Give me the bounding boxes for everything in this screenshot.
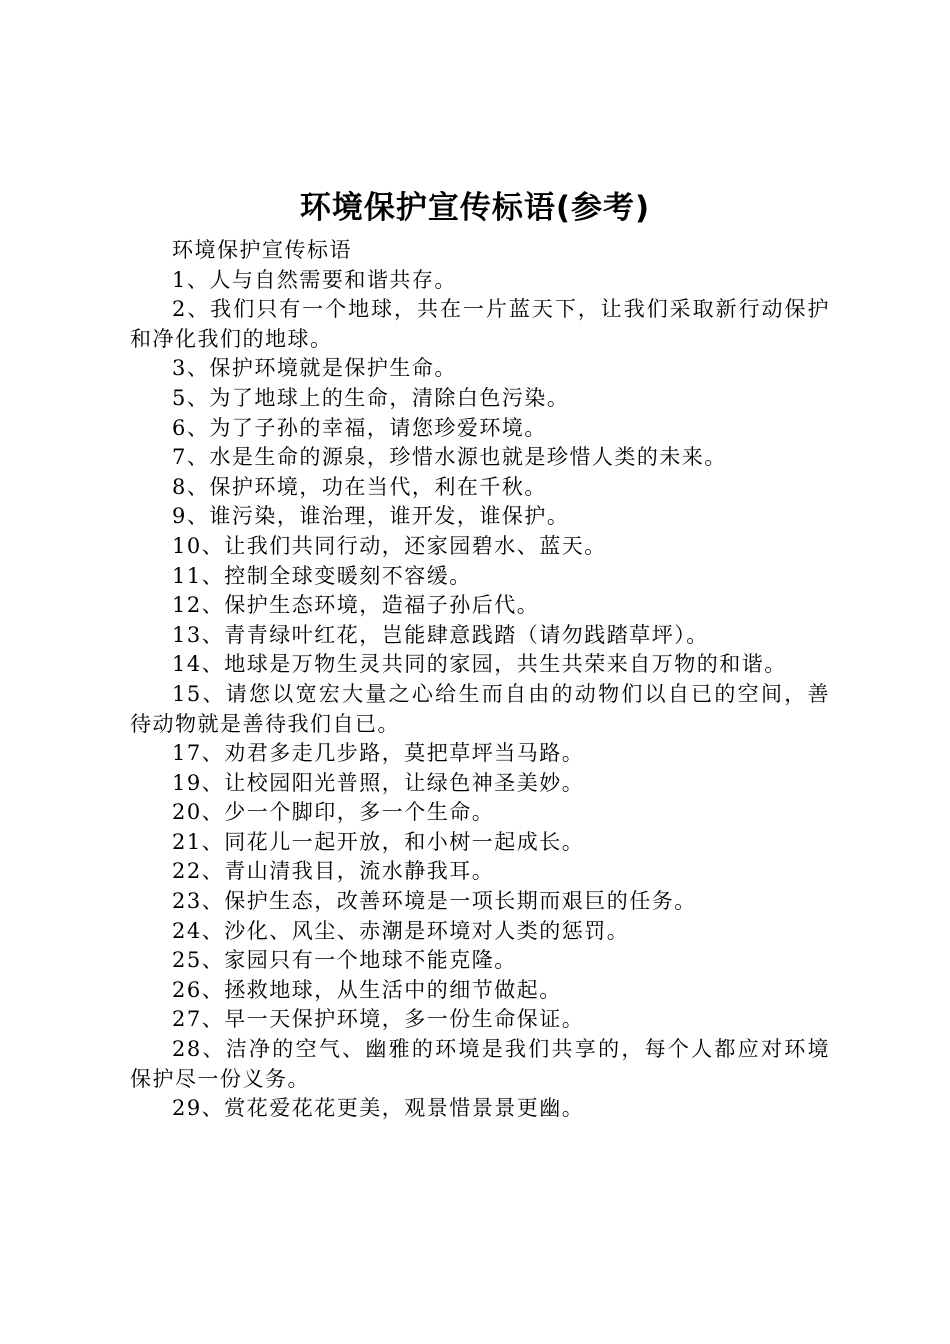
document-title: 环境保护宣传标语(参考) <box>299 190 651 226</box>
slogan-item: 29、赏花爱花花更美，观景惜景景更幽。 <box>172 1096 585 1121</box>
document-body <box>130 236 830 1124</box>
slogan-item: 24、沙化、风尘、赤潮是环境对人类的惩罚。 <box>172 918 630 943</box>
slogan-item: 14、地球是万物生灵共同的家园，共生共荣来自万物的和谐。 <box>172 652 787 677</box>
paragraph-subtitle: 环境保护宣传标语 <box>172 238 352 262</box>
slogan-item: 13、青青绿叶红花，岂能肆意践踏（请勿践踏草坪）。 <box>172 622 709 647</box>
slogan-item: 6、为了子孙的幸福，请您珍爱环境。 <box>172 415 547 440</box>
slogan-item: 7、水是生命的源泉，珍惜水源也就是珍惜人类的未来。 <box>172 445 727 470</box>
slogan-item: 12、保护生态环境，造福子孙后代。 <box>172 593 540 618</box>
slogan-item: 11、控制全球变暖刻不容缓。 <box>172 563 472 588</box>
slogan-item: 3、保护环境就是保护生命。 <box>172 356 457 381</box>
slogan-item: 22、青山清我目，流水静我耳。 <box>172 859 495 884</box>
slogan-item: 19、让校园阳光普照，让绿色神圣美妙。 <box>172 770 585 795</box>
slogan-item: 17、劝君多走几步路，莫把草坪当马路。 <box>172 741 585 766</box>
slogan-item: 5、为了地球上的生命，清除白色污染。 <box>172 385 570 410</box>
slogan-item: 2、我们只有一个地球，共在一片蓝天下，让我们采取新行动保护和净化我们的地球。 <box>130 297 830 351</box>
slogan-item: 27、早一天保护环境，多一份生命保证。 <box>172 1007 585 1032</box>
slogan-item: 23、保护生态，改善环境是一项长期而艰巨的任务。 <box>172 889 697 914</box>
slogan-item: 15、请您以宽宏大量之心给生而自由的动物们以自已的空间，善待动物就是善待我们自已。 <box>130 681 830 736</box>
slogan-item: 1、人与自然需要和谐共存。 <box>172 267 457 292</box>
slogan-item: 26、拯救地球，从生活中的细节做起。 <box>172 977 562 1002</box>
slogan-item: 20、少一个脚印，多一个生命。 <box>172 800 495 825</box>
slogan-item: 9、谁污染，谁治理，谁开发，谁保护。 <box>172 504 570 529</box>
slogan-item: 25、家园只有一个地球不能克隆。 <box>172 948 517 973</box>
slogan-item: 10、让我们共同行动，还家园碧水、蓝天。 <box>172 533 607 558</box>
slogan-item: 28、洁净的空气、幽雅的环境是我们共享的，每个人都应对环境保护尽一份义务。 <box>130 1037 830 1091</box>
slogan-item: 21、同花儿一起开放，和小树一起成长。 <box>172 829 585 854</box>
slogan-item: 8、保护环境，功在当代，利在千秋。 <box>172 474 547 499</box>
